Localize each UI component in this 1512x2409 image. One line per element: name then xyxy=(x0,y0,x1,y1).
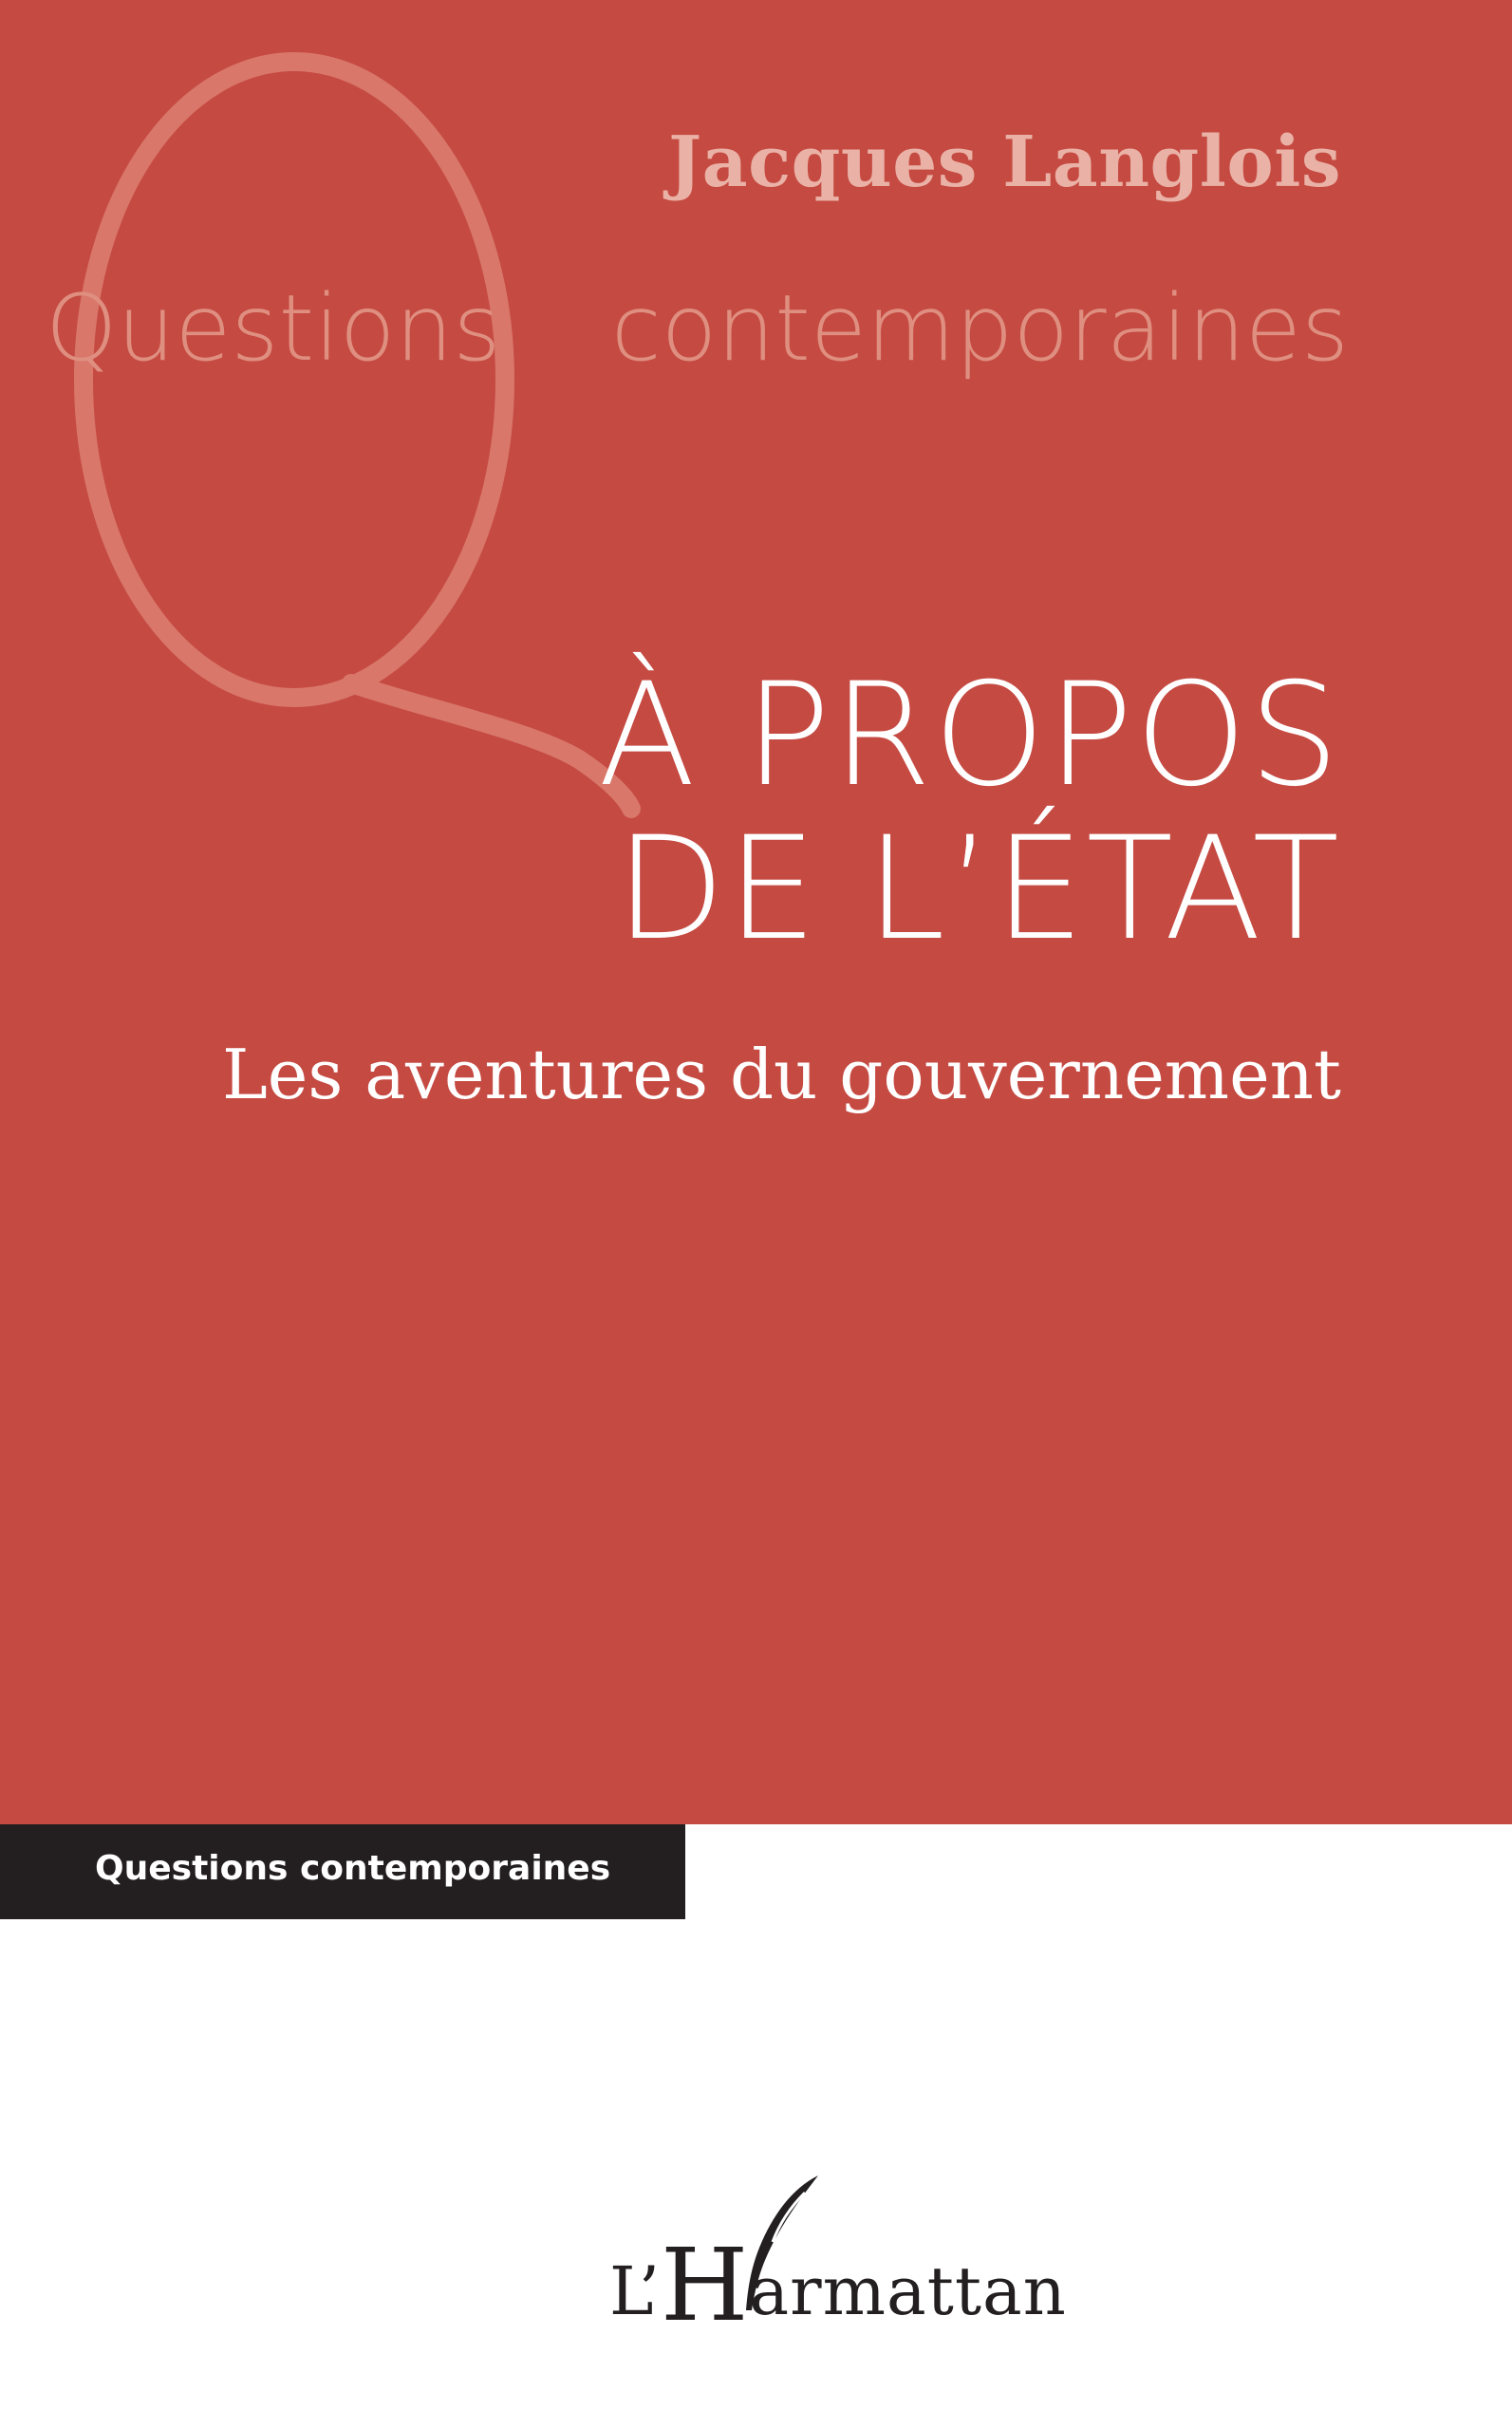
series-bar-label: Questions contemporaines xyxy=(95,1849,611,1888)
publisher-prefix: L’ xyxy=(609,2252,661,2330)
publisher-initial: H xyxy=(660,2227,750,2344)
series-title-watermark: Questions contemporaines xyxy=(45,275,1349,382)
book-title-line-2: DE L’ÉTAT xyxy=(615,807,1341,972)
publisher-rest: armattan xyxy=(749,2252,1067,2330)
publisher-logo xyxy=(609,2227,1067,2344)
author-name: Jacques Langlois xyxy=(668,121,1341,203)
book-subtitle: Les aventures du gouvernement xyxy=(221,1035,1341,1114)
book-title-line-1: À PROPOS xyxy=(598,653,1341,818)
